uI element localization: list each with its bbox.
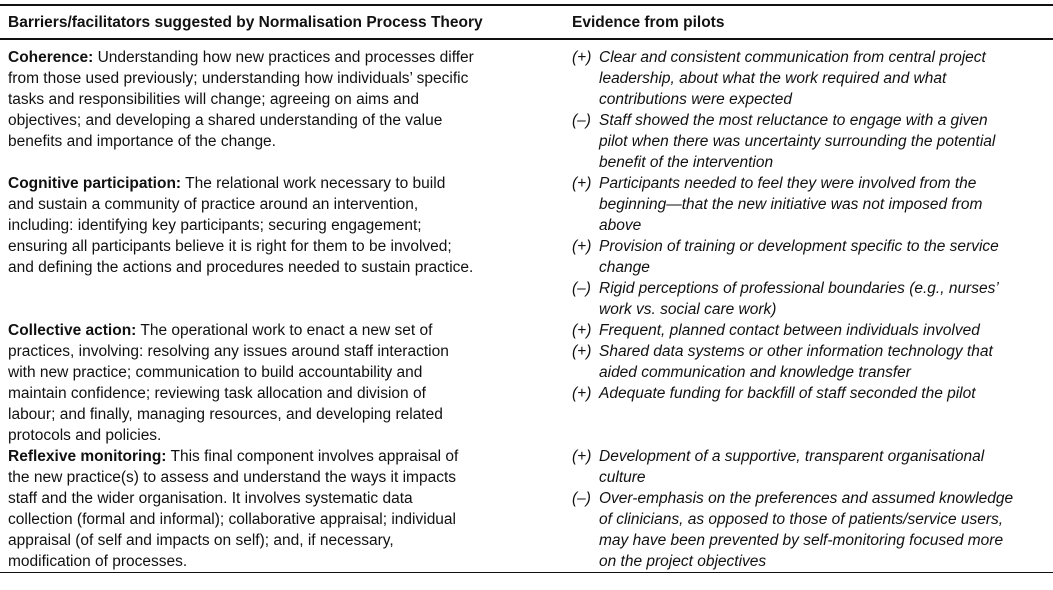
evidence-cell-coherence	[562, 47, 1053, 173]
evidence-text: Frequent, planned contact between individuals involved	[599, 322, 980, 339]
column-header-evidence: Evidence from pilots	[572, 14, 725, 31]
evidence-item	[572, 341, 1019, 383]
evidence-sign: (–)	[572, 490, 591, 507]
construct-definition: The operational work to enact a new set of practices, involving: resolving any issues around staff interaction with new practice; communication to build accountability and maintain confidence; reviewing task allocation and division of labour; and finally, managing resources, and developing related protocols and policies.	[8, 322, 449, 444]
construct-definition: The relational work necessary to build and sustain a community of practice around an intervention, including: identifying key participants; securing engagement; ensuring all participants believe it is right for them to be involved; and defining the actions and procedures needed to sustain practice.	[8, 175, 474, 276]
evidence-text: Staff showed the most reluctance to engage with a given pilot when there was uncertainty surrounding the potential benefit of the intervention	[599, 112, 996, 171]
evidence-text: Development of a supportive, transparent organisational culture	[599, 448, 985, 486]
evidence-cell-cognitive-participation	[562, 173, 1053, 320]
evidence-item	[572, 278, 1019, 320]
evidence-text: Rigid perceptions of professional boundaries (e.g., nurses’ work vs. social care work)	[599, 280, 998, 318]
construct-cell-collective-action	[0, 320, 562, 446]
evidence-sign: (+)	[572, 49, 592, 66]
evidence-item	[572, 320, 1019, 341]
construct-term: Coherence:	[8, 49, 94, 66]
table-row	[0, 173, 1053, 320]
evidence-text: Clear and consistent communication from central project leadership, about what the work required and what contributions were expected	[599, 49, 986, 108]
construct-cell-coherence	[0, 47, 562, 152]
column-header-barriers: Barriers/facilitators suggested by Normalisation Process Theory	[8, 14, 483, 31]
evidence-item	[572, 383, 1019, 404]
construct-term: Collective action:	[8, 322, 137, 339]
evidence-text: Shared data systems or other information technology that aided communication and knowledge transfer	[599, 343, 993, 381]
evidence-item	[572, 446, 1019, 488]
table-row	[0, 47, 1053, 173]
construct-cell-cognitive-participation	[0, 173, 562, 278]
table-row	[0, 320, 1053, 446]
table-row	[0, 446, 1053, 572]
evidence-sign: (+)	[572, 175, 592, 192]
evidence-item	[572, 173, 1019, 236]
evidence-item	[572, 47, 1019, 110]
table-header-row	[0, 4, 1053, 40]
construct-definition: Understanding how new practices and processes differ from those used previously; understanding how individuals’ specific tasks and responsibilities will change; agreeing on aims and objectives; and developing a shared understanding of the value benefits and importance of the change.	[8, 49, 474, 150]
evidence-sign: (+)	[572, 238, 592, 255]
evidence-text: Provision of training or development specific to the service change	[599, 238, 999, 276]
evidence-text: Participants needed to feel they were involved from the beginning—that the new initiative was not imposed from above	[599, 175, 983, 234]
evidence-sign: (+)	[572, 448, 592, 465]
evidence-item	[572, 488, 1019, 572]
evidence-sign: (+)	[572, 343, 592, 360]
construct-term: Reflexive monitoring:	[8, 448, 167, 465]
evidence-text: Adequate funding for backfill of staff seconded the pilot	[599, 385, 976, 402]
evidence-sign: (+)	[572, 322, 592, 339]
evidence-item	[572, 110, 1019, 173]
evidence-text: Over-emphasis on the preferences and assumed knowledge of clinicians, as opposed to those of patients/service users, may have been prevented by self-monitoring focused more on the project objectives	[599, 490, 1014, 570]
construct-term: Cognitive participation:	[8, 175, 182, 192]
evidence-sign: (–)	[572, 280, 591, 297]
construct-cell-reflexive-monitoring	[0, 446, 562, 572]
evidence-sign: (+)	[572, 385, 592, 402]
evidence-sign: (–)	[572, 112, 591, 129]
evidence-item	[572, 236, 1019, 278]
table-body	[0, 40, 1053, 573]
evidence-cell-collective-action	[562, 320, 1053, 404]
evidence-cell-reflexive-monitoring	[562, 446, 1053, 572]
construct-definition: This final component involves appraisal of the new practice(s) to assess and understand the ways it impacts staff and the wider organisation. It involves systematic data collection (formal and informal); collaborative appraisal; individual appraisal (of self and impacts on self); and, if necessary, modification of processes.	[8, 448, 459, 570]
